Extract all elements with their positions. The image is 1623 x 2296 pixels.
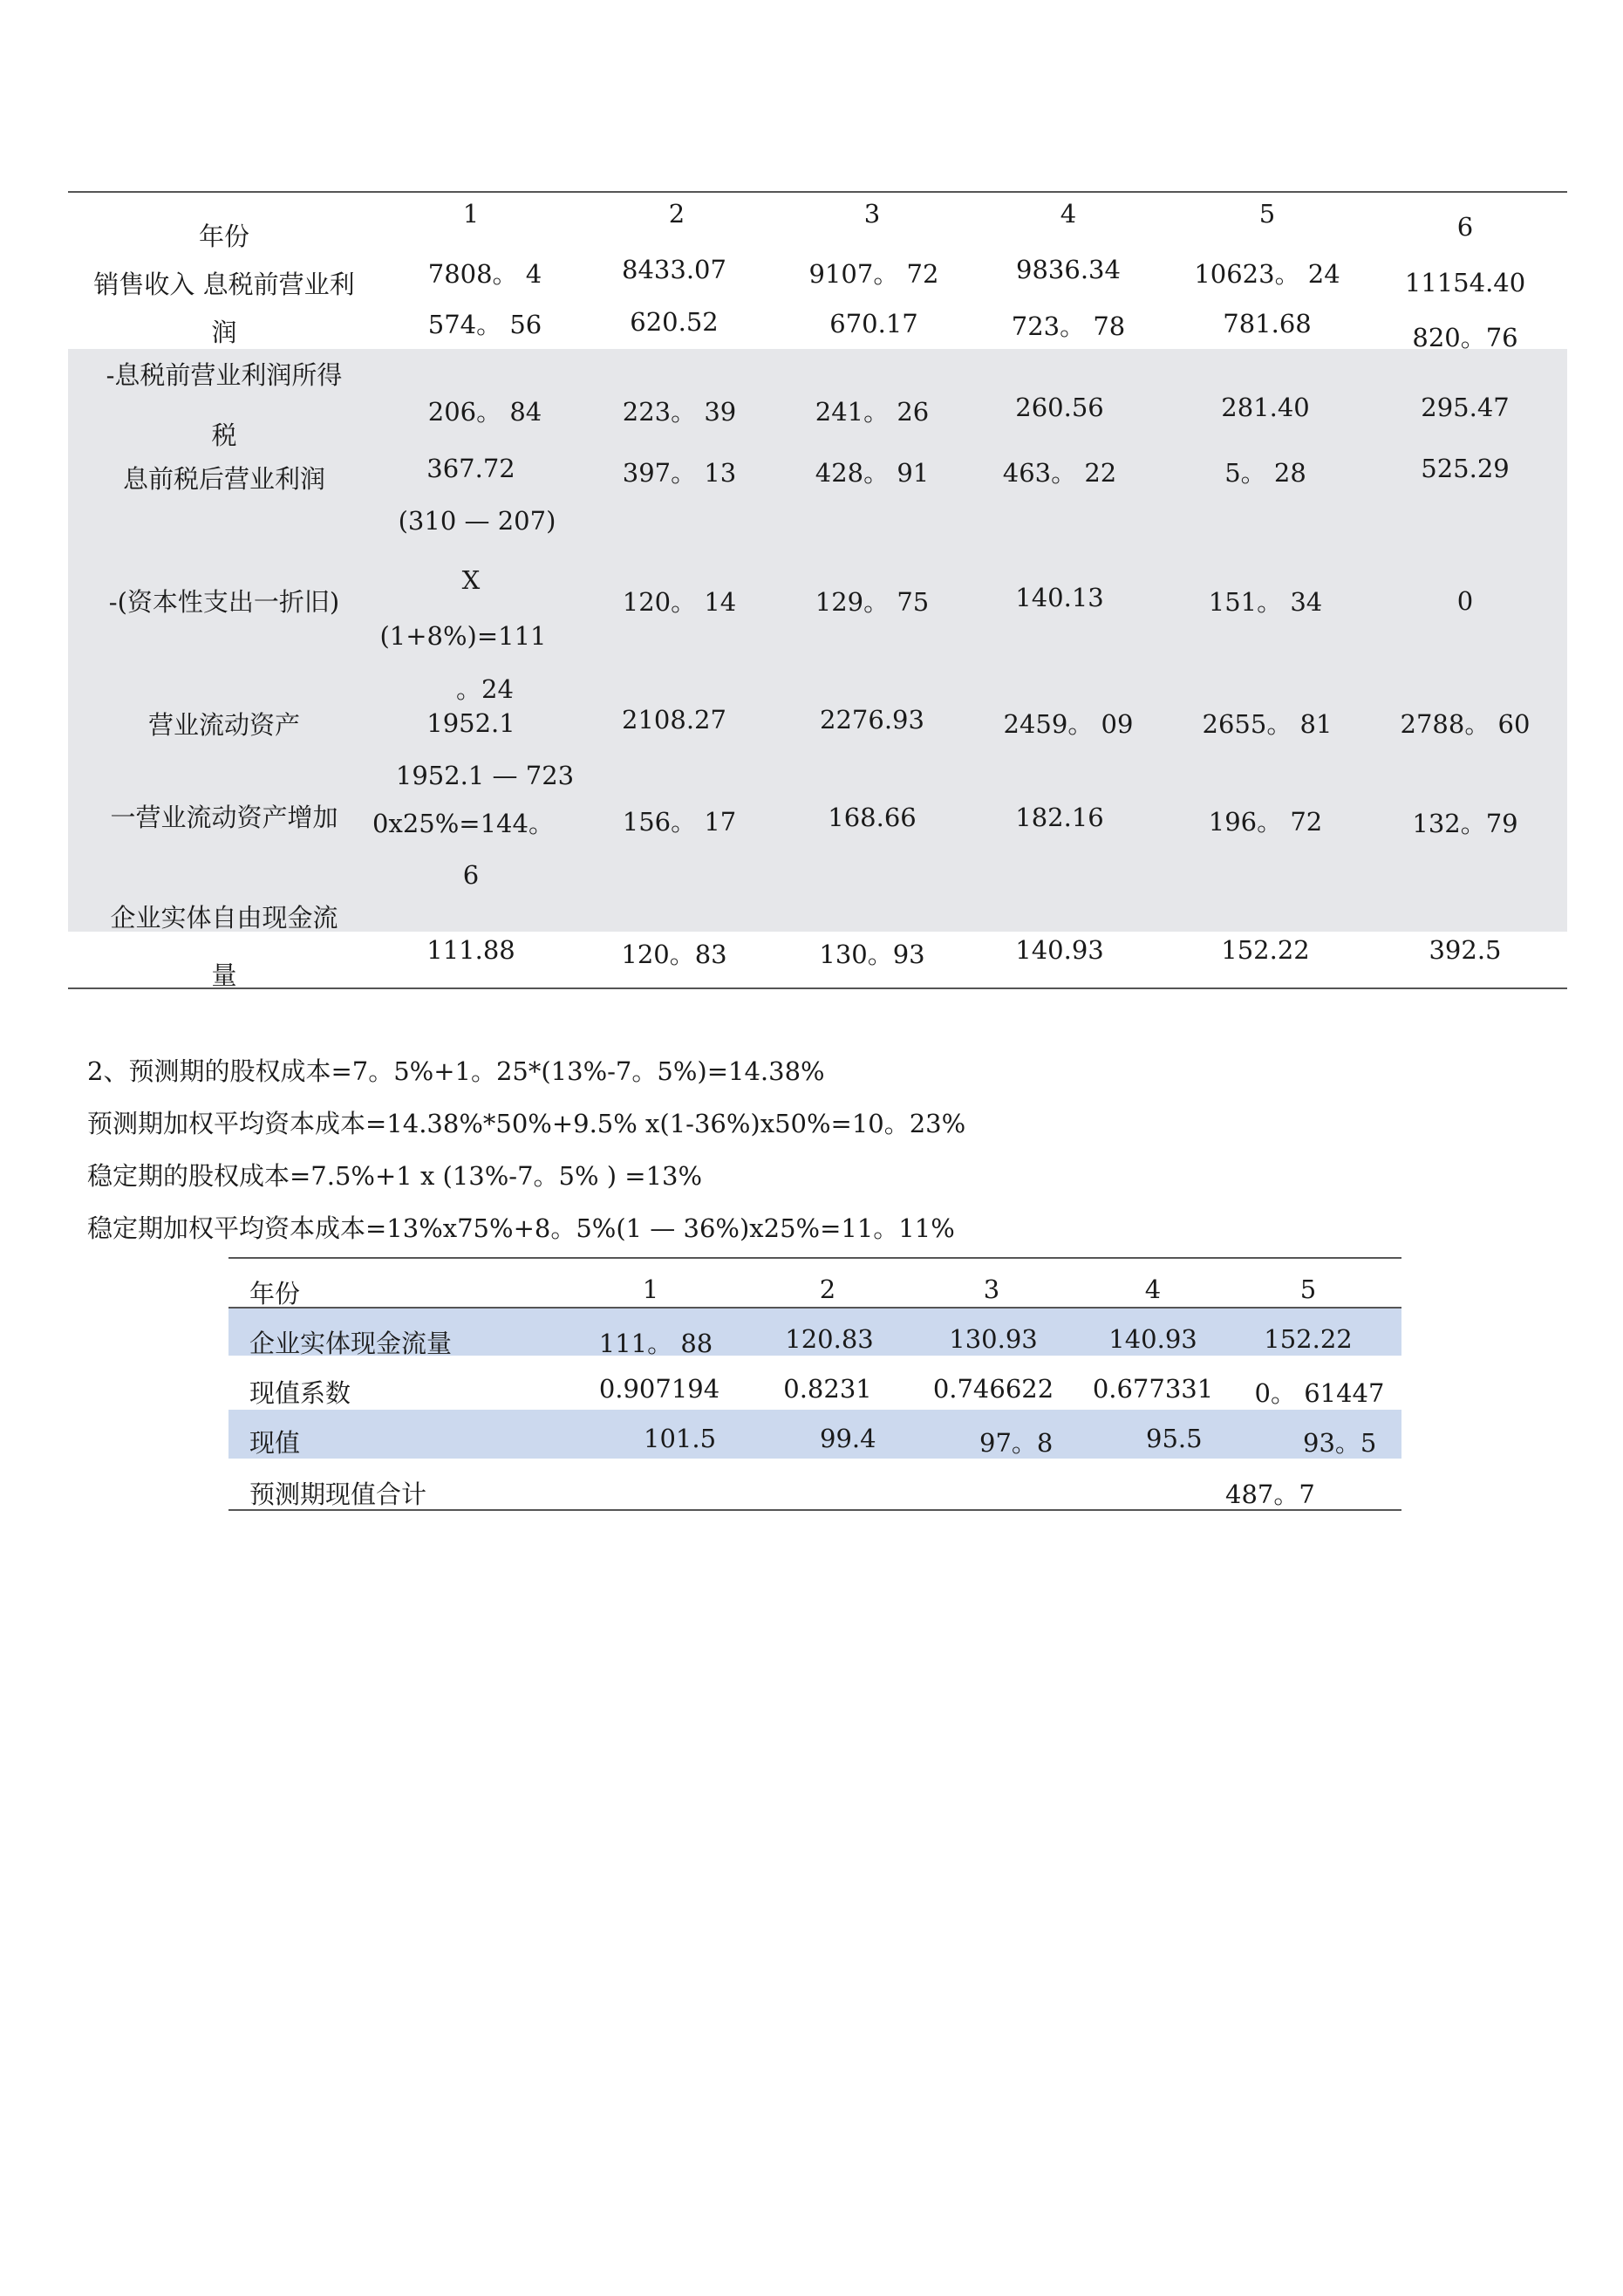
table1-wcinc-label: 一营业流动资产增加 xyxy=(110,803,338,832)
table1-wcinc-4: 182.16 xyxy=(1015,803,1104,832)
table2-pvf-5: 0。 61447 xyxy=(1254,1378,1385,1408)
table2-year-1: 1 xyxy=(642,1274,659,1304)
table1-sales-label: 销售收入 息税前营业利 xyxy=(93,270,355,299)
table1-tax-6: 295.47 xyxy=(1421,393,1510,422)
table1-nopat-3: 428。 91 xyxy=(815,458,930,488)
table1-wc-5: 2655。 81 xyxy=(1202,709,1333,739)
table1-sales-6: 11154.40 xyxy=(1404,268,1526,297)
table1-wc-4: 2459。 09 xyxy=(1003,709,1134,739)
equity-cost-forecast-line: 2、预测期的股权成本=7。5%+1。25*(13%-7。5%)=14.38% xyxy=(87,1056,825,1086)
table1-tax-1: 206。 84 xyxy=(427,397,542,427)
table2-pvf-4: 0.677331 xyxy=(1092,1374,1214,1404)
table2-year-3: 3 xyxy=(983,1274,1000,1304)
wacc-stable-line: 稳定期加权平均资本成本=13%x75%+8。5%(1 — 36%)x25%=11。11% xyxy=(87,1213,955,1243)
table1-year-4: 4 xyxy=(1060,199,1077,229)
table1-capex-4: 140.13 xyxy=(1015,583,1104,612)
table2-top-rule xyxy=(228,1257,1401,1259)
table1-fcf-label-1: 企业实体自由现金流 xyxy=(110,903,338,933)
table1-wcinc-1-line2: 0x25%=144。 xyxy=(372,809,554,838)
table1-nopat-1: 367.72 xyxy=(426,454,515,483)
table1-wc-label: 营业流动资产 xyxy=(147,710,301,740)
table1-nopat-5: 5。 28 xyxy=(1224,458,1306,488)
table1-year-6: 6 xyxy=(1456,212,1474,242)
table1-ebit-6: 820。76 xyxy=(1412,323,1518,352)
table2-cf-3: 130.93 xyxy=(949,1324,1038,1354)
table1-tax-2: 223。 39 xyxy=(622,397,737,427)
table1-wcinc-5: 196。 72 xyxy=(1208,807,1323,837)
table1-capex-2: 120。 14 xyxy=(622,587,737,617)
table1-nopat-6: 525.29 xyxy=(1421,454,1510,483)
table2-cf-1: 111。 88 xyxy=(598,1329,713,1358)
table2-year-4: 4 xyxy=(1144,1274,1162,1304)
table2-pv-3: 97。8 xyxy=(979,1428,1054,1458)
table1-year-3: 3 xyxy=(863,199,881,229)
table1-fcf-6: 392.5 xyxy=(1429,935,1502,965)
table1-nopat-2: 397。 13 xyxy=(622,458,737,488)
table1-ebit-5: 781.68 xyxy=(1223,309,1312,338)
table1-ebit-3: 670.17 xyxy=(829,309,918,338)
table1-sales-3: 9107。 72 xyxy=(808,259,939,289)
table1-wcinc-1-line3: 6 xyxy=(462,860,480,890)
table1-sales-1: 7808。 4 xyxy=(427,259,542,289)
table2-pvf-2: 0.8231 xyxy=(783,1374,872,1404)
table2-pv-label: 现值 xyxy=(249,1428,301,1458)
table2-pv-5: 93。5 xyxy=(1303,1428,1377,1458)
table1-capex-1-line3: (1+8%)=111 xyxy=(379,621,547,651)
table1-year-5: 5 xyxy=(1258,199,1276,229)
table2-cf-5: 152.22 xyxy=(1264,1324,1353,1354)
table1-capex-5: 151。 34 xyxy=(1208,587,1323,617)
table2-cf-label: 企业实体现金流量 xyxy=(249,1329,453,1358)
table1-bottom-rule xyxy=(68,987,1567,989)
table1-capex-1-line1: (310 — 207) xyxy=(398,506,556,536)
table1-fcf-1: 111.88 xyxy=(426,935,515,965)
table1-wc-3: 2276.93 xyxy=(820,705,924,735)
table1-capex-3: 129。 75 xyxy=(815,587,930,617)
table2-band-2 xyxy=(228,1410,1401,1459)
table2-pv-4: 95.5 xyxy=(1146,1424,1203,1453)
table1-wc-2: 2108.27 xyxy=(622,705,726,735)
table1-wc-1: 1952.1 xyxy=(426,708,515,738)
table1-tax-4: 260.56 xyxy=(1015,393,1104,422)
table1-year-label: 年份 xyxy=(198,222,250,251)
table1-fcf-label-2: 量 xyxy=(211,960,237,990)
table1-wcinc-6: 132。79 xyxy=(1412,809,1518,838)
table1-tax-3: 241。 26 xyxy=(815,397,930,427)
table1-year-1: 1 xyxy=(462,199,480,229)
table1-fcf-3: 130。93 xyxy=(819,940,925,969)
table2-cf-4: 140.93 xyxy=(1108,1324,1197,1354)
equity-cost-stable-line: 稳定期的股权成本=7.5%+1 x (13%-7。5% ) =13% xyxy=(87,1161,703,1191)
table2-pvf-1: 0.907194 xyxy=(598,1374,720,1404)
table1-ebit-4: 723。 78 xyxy=(1011,311,1126,341)
table1-tax-5: 281.40 xyxy=(1221,393,1310,422)
table2-pvf-3: 0.746622 xyxy=(932,1374,1054,1404)
table1-tax-label-1: -息税前营业利润所得 xyxy=(106,360,343,390)
table1-ebit-2: 620.52 xyxy=(630,307,719,337)
table1-fcf-4: 140.93 xyxy=(1015,935,1104,965)
table1-sales-5: 10623。 24 xyxy=(1194,259,1340,289)
table1-wcinc-1-line1: 1952.1 — 723 xyxy=(395,761,575,790)
table2-total-label: 预测期现值合计 xyxy=(249,1479,427,1509)
table1-sales-4: 9836.34 xyxy=(1016,255,1121,284)
table2-pvf-label: 现值系数 xyxy=(249,1378,351,1408)
table2-year-label: 年份 xyxy=(249,1279,301,1309)
table2-cf-2: 120.83 xyxy=(785,1324,874,1354)
table1-ebit-label: 润 xyxy=(211,318,237,347)
table1-nopat-4: 463。 22 xyxy=(1002,458,1117,488)
wacc-forecast-line: 预测期加权平均资本成本=14.38%*50%+9.5% x(1-36%)x50%=10。23% xyxy=(87,1109,966,1138)
table1-capex-1-line2: X xyxy=(461,565,481,595)
table1-tax-label-2: 税 xyxy=(211,420,237,450)
table1-fcf-5: 152.22 xyxy=(1221,935,1310,965)
table1-wc-6: 2788。 60 xyxy=(1400,709,1531,739)
table2-total-value: 487。7 xyxy=(1225,1479,1315,1509)
table1-capex-1-line4: 。24 xyxy=(456,674,514,704)
table2-pv-1: 101.5 xyxy=(644,1424,717,1453)
table1-nopat-label: 息前税后营业利润 xyxy=(122,464,326,494)
table1-capex-6: 0 xyxy=(1456,586,1474,616)
table1-year-2: 2 xyxy=(668,199,685,229)
table1-shaded-band xyxy=(68,349,1567,932)
table1-fcf-2: 120。83 xyxy=(621,940,727,969)
table2-year-5: 5 xyxy=(1299,1274,1317,1304)
table1-top-rule xyxy=(68,191,1567,193)
table2-pv-2: 99.4 xyxy=(820,1424,876,1453)
table1-wcinc-2: 156。 17 xyxy=(622,807,737,837)
table1-capex-label: -(资本性支出一折旧) xyxy=(108,587,340,617)
table1-ebit-1: 574。 56 xyxy=(427,310,542,339)
table2-year-2: 2 xyxy=(819,1274,836,1304)
table1-wcinc-3: 168.66 xyxy=(828,803,917,832)
table1-sales-2: 8433.07 xyxy=(622,255,726,284)
